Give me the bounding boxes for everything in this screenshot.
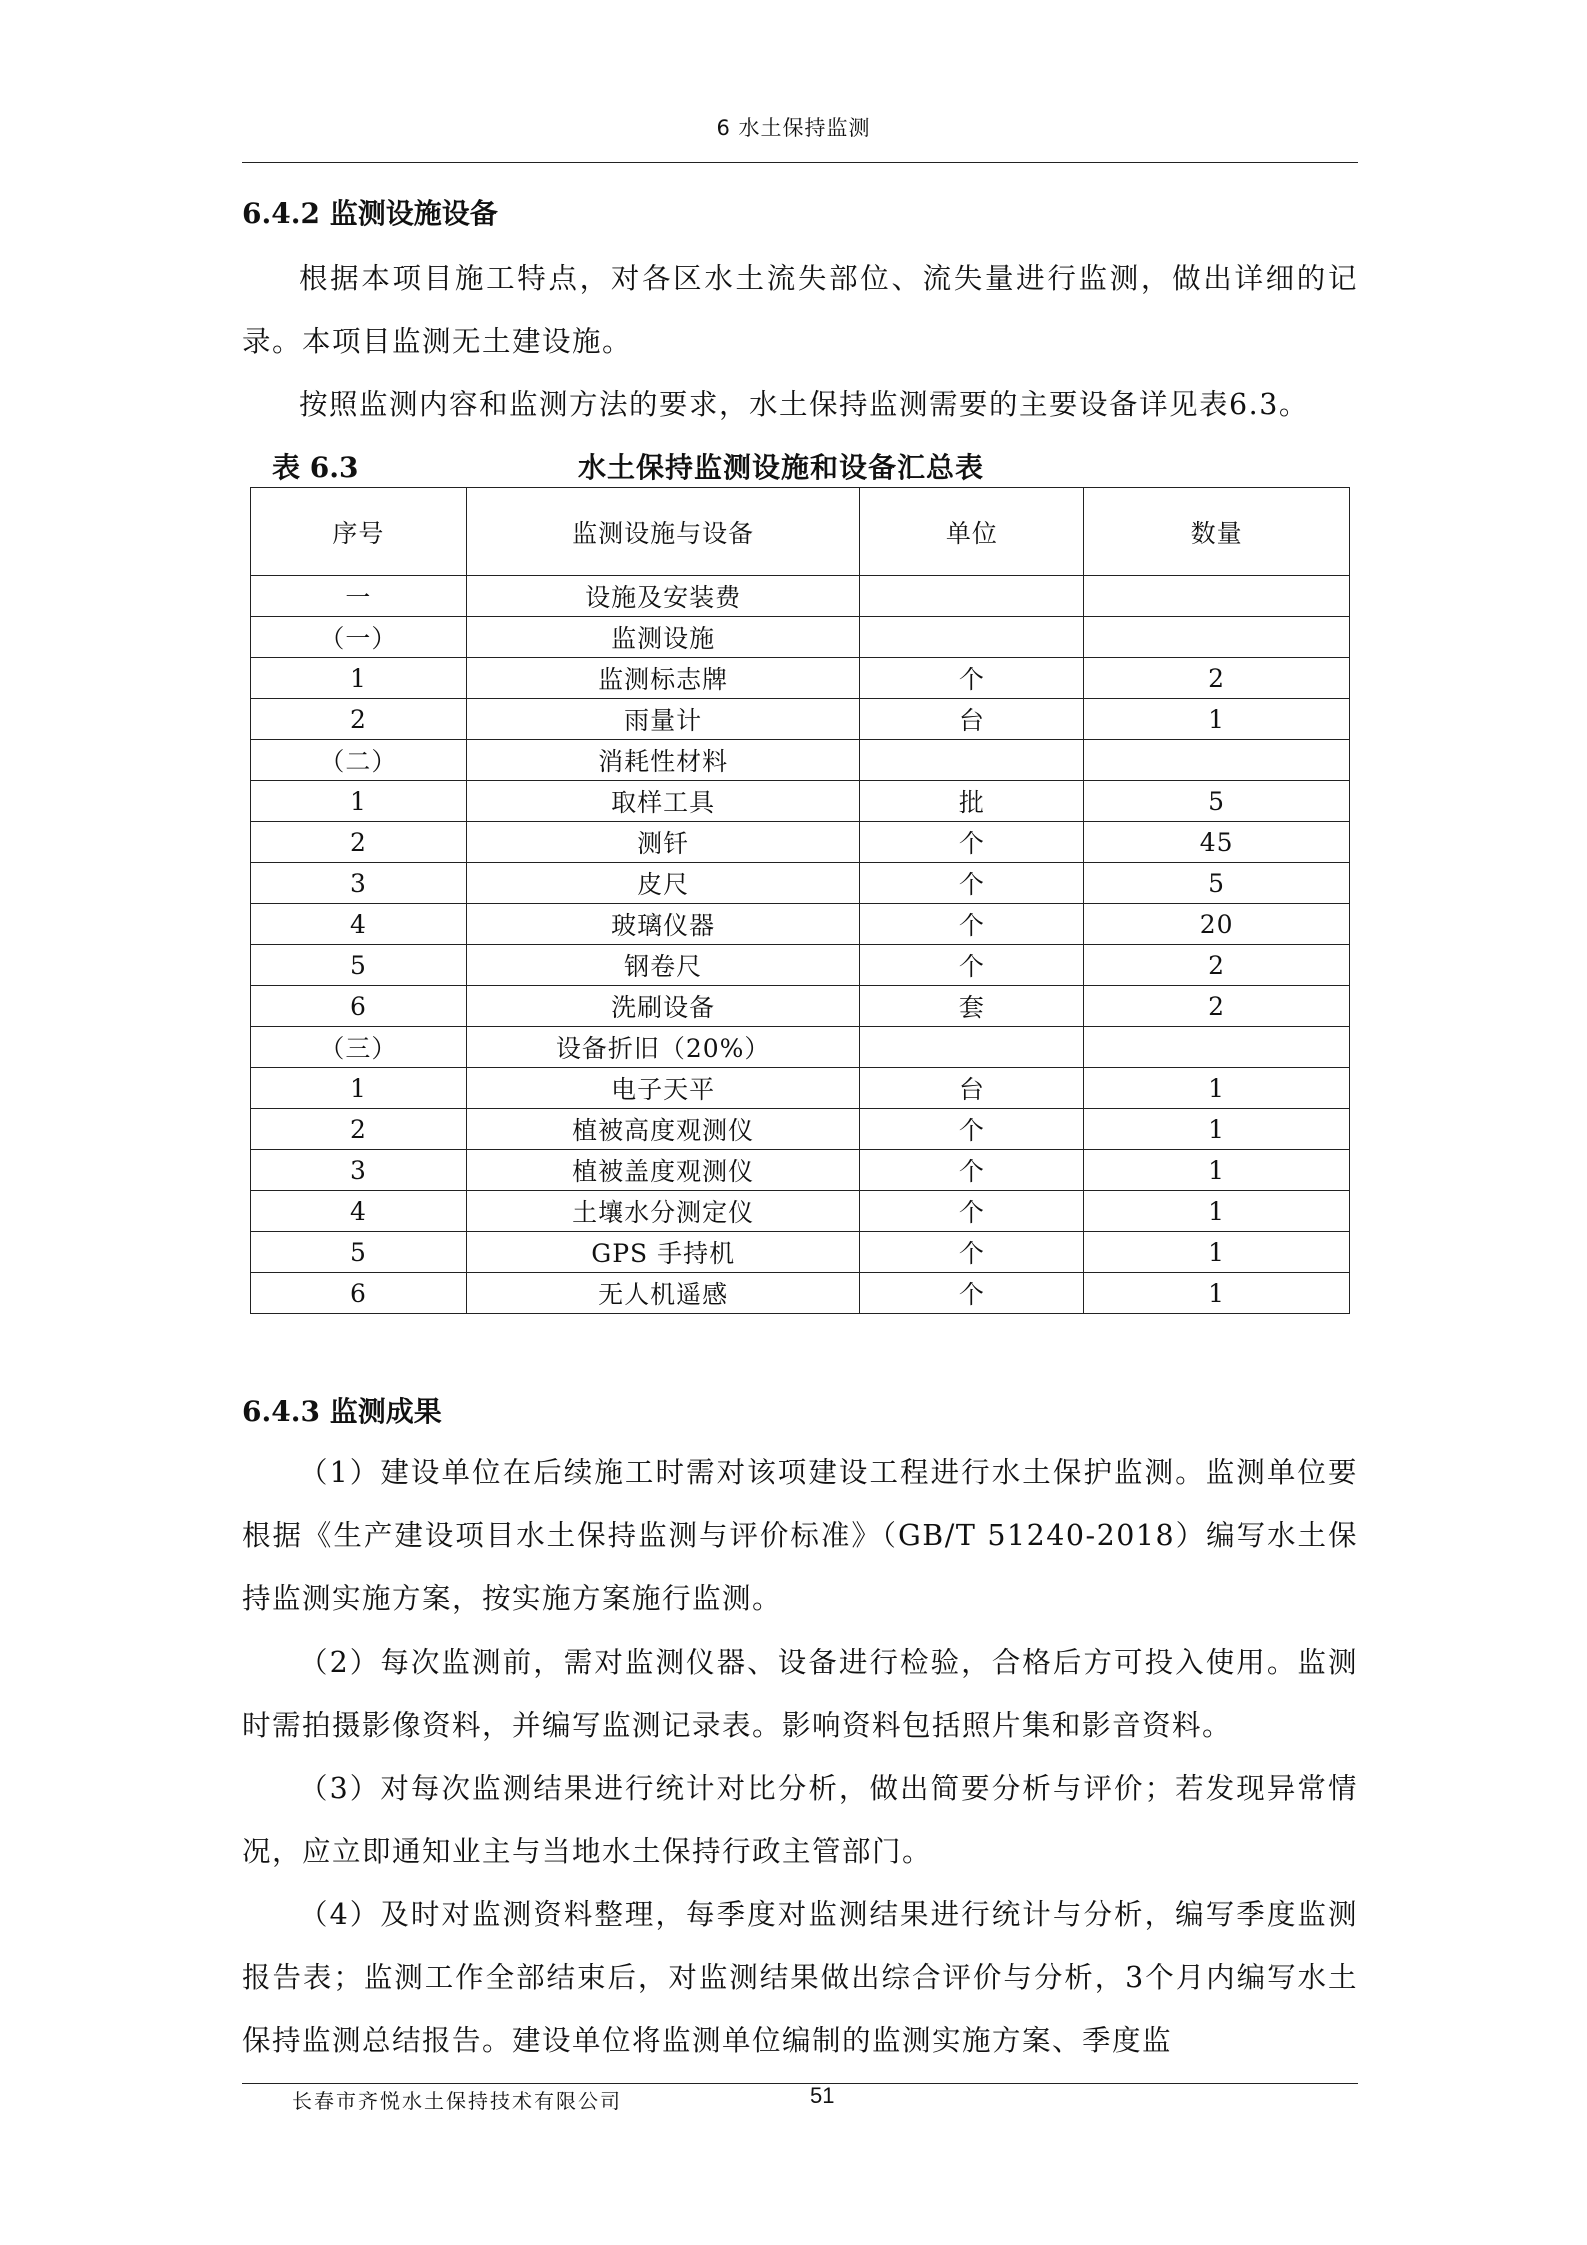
cell-item: 钢卷尺 [466,945,860,986]
cell-unit: 个 [860,1273,1084,1314]
cell-item: 设备折旧（20%） [466,1027,860,1068]
cell-quantity: 1 [1084,699,1350,740]
table-row [251,576,1350,617]
cell-unit: 个 [860,1109,1084,1150]
cell-index: 1 [251,1068,467,1109]
cell-index: 6 [251,986,467,1027]
cell-quantity: 1 [1084,1232,1350,1273]
section-heading-6-4-2: 6.4.2 监测设施设备 [242,197,498,230]
cell-quantity: 20 [1084,904,1350,945]
cell-index: 2 [251,822,467,863]
table-row [251,1232,1350,1273]
cell-unit: 个 [860,945,1084,986]
table-caption [0,446,1587,486]
table-row [251,658,1350,699]
table-caption-title: 水土保持监测设施和设备汇总表 [578,451,985,484]
paragraph: （3）对每次监测结果进行统计对比分析，做出简要分析与评价；若发现异常情况，应立即通知业主与当地水土保持行政主管部门。 [242,1772,1358,1868]
cell-unit: 套 [860,986,1084,1027]
cell-unit: 台 [860,699,1084,740]
cell-quantity: 2 [1084,945,1350,986]
table-row [251,617,1350,658]
table-row [251,863,1350,904]
cell-index: 5 [251,945,467,986]
cell-item: 雨量计 [466,699,860,740]
table-row [251,822,1350,863]
equipment-table [250,487,1350,1314]
cell-item: 皮尺 [466,863,860,904]
section-heading-6-4-3: 6.4.3 监测成果 [242,1395,442,1428]
cell-quantity: 1 [1084,1150,1350,1191]
cell-unit: 个 [860,658,1084,699]
cell-item: 消耗性材料 [466,740,860,781]
cell-index: 2 [251,699,467,740]
cell-unit: 批 [860,781,1084,822]
cell-unit [860,617,1084,658]
table-row [251,1109,1350,1150]
cell-unit: 个 [860,822,1084,863]
cell-index: （二） [251,740,467,781]
cell-index: 6 [251,1273,467,1314]
cell-index: （一） [251,617,467,658]
cell-index: 1 [251,658,467,699]
cell-index: 2 [251,1109,467,1150]
table-row [251,1191,1350,1232]
table-row [251,986,1350,1027]
cell-index: 5 [251,1232,467,1273]
cell-quantity: 1 [1084,1191,1350,1232]
paragraph: （4）及时对监测资料整理，每季度对监测结果进行统计与分析，编写季度监测报告表；监测工作全部结束后，对监测结果做出综合评价与分析，3个月内编写水土保持监测总结报告。建设单位将监测单位编制的监测实施方案、季度监 [242,1898,1358,2057]
cell-item: 土壤水分测定仪 [466,1191,860,1232]
cell-quantity [1084,1027,1350,1068]
cell-unit: 个 [860,1191,1084,1232]
table-row [251,1273,1350,1314]
cell-quantity: 5 [1084,863,1350,904]
cell-unit: 个 [860,863,1084,904]
cell-index: 3 [251,1150,467,1191]
cell-unit [860,740,1084,781]
cell-quantity: 1 [1084,1273,1350,1314]
cell-item: 监测设施 [466,617,860,658]
table-row [251,1068,1350,1109]
cell-unit [860,576,1084,617]
paragraph: 按照监测内容和监测方法的要求，水土保持监测需要的主要设备详见表6.3。 [299,388,1309,421]
cell-unit [860,1027,1084,1068]
header-cell-item: 监测设施与设备 [466,488,860,576]
cell-item: 玻璃仪器 [466,904,860,945]
cell-quantity: 2 [1084,986,1350,1027]
cell-index: （三） [251,1027,467,1068]
cell-unit: 个 [860,1150,1084,1191]
cell-index: 3 [251,863,467,904]
cell-quantity: 2 [1084,658,1350,699]
cell-item: 测钎 [466,822,860,863]
header-cell-index: 序号 [251,488,467,576]
table-row [251,781,1350,822]
table-row [251,945,1350,986]
table-row [251,740,1350,781]
header-cell-unit: 单位 [860,488,1084,576]
footer-divider [242,2083,1358,2084]
table-body [251,576,1350,1314]
cell-item: GPS 手持机 [466,1232,860,1273]
cell-item: 植被盖度观测仪 [466,1150,860,1191]
footer-company: 长春市齐悦水土保持技术有限公司 [292,2089,622,2113]
header-divider [242,162,1358,163]
table-row [251,904,1350,945]
cell-quantity: 1 [1084,1109,1350,1150]
cell-quantity [1084,617,1350,658]
paragraph: 根据本项目施工特点，对各区水土流失部位、流失量进行监测，做出详细的记录。本项目监测无土建设施。 [242,262,1358,358]
cell-item: 无人机遥感 [466,1273,860,1314]
cell-unit: 个 [860,904,1084,945]
cell-item: 监测标志牌 [466,658,860,699]
cell-quantity [1084,576,1350,617]
cell-item: 取样工具 [466,781,860,822]
table-caption-number: 表 6.3 [272,451,359,484]
cell-index: 1 [251,781,467,822]
cell-item: 设施及安装费 [466,576,860,617]
paragraph: （1）建设单位在后续施工时需对该项建设工程进行水土保护监测。监测单位要根据《生产建设项目水土保持监测与评价标准》（GB/T 51240-2018）编写水土保持监测实施方案，按实施方案施行监测。 [242,1456,1358,1615]
cell-index: 4 [251,904,467,945]
cell-item: 洗刷设备 [466,986,860,1027]
page-number: 51 [810,2083,835,2108]
table-row [251,699,1350,740]
table-header-row [251,488,1350,576]
header-cell-quantity: 数量 [1084,488,1350,576]
table-row [251,1027,1350,1068]
table-row [251,1150,1350,1191]
cell-quantity: 1 [1084,1068,1350,1109]
cell-unit: 个 [860,1232,1084,1273]
cell-quantity [1084,740,1350,781]
cell-unit: 台 [860,1068,1084,1109]
cell-index: 4 [251,1191,467,1232]
cell-quantity: 5 [1084,781,1350,822]
cell-item: 电子天平 [466,1068,860,1109]
cell-quantity: 45 [1084,822,1350,863]
page-header-title: 6 水土保持监测 [716,116,871,140]
cell-item: 植被高度观测仪 [466,1109,860,1150]
cell-index: 一 [251,576,467,617]
paragraph: （2）每次监测前，需对监测仪器、设备进行检验，合格后方可投入使用。监测时需拍摄影像资料，并编写监测记录表。影响资料包括照片集和影音资料。 [242,1646,1358,1742]
